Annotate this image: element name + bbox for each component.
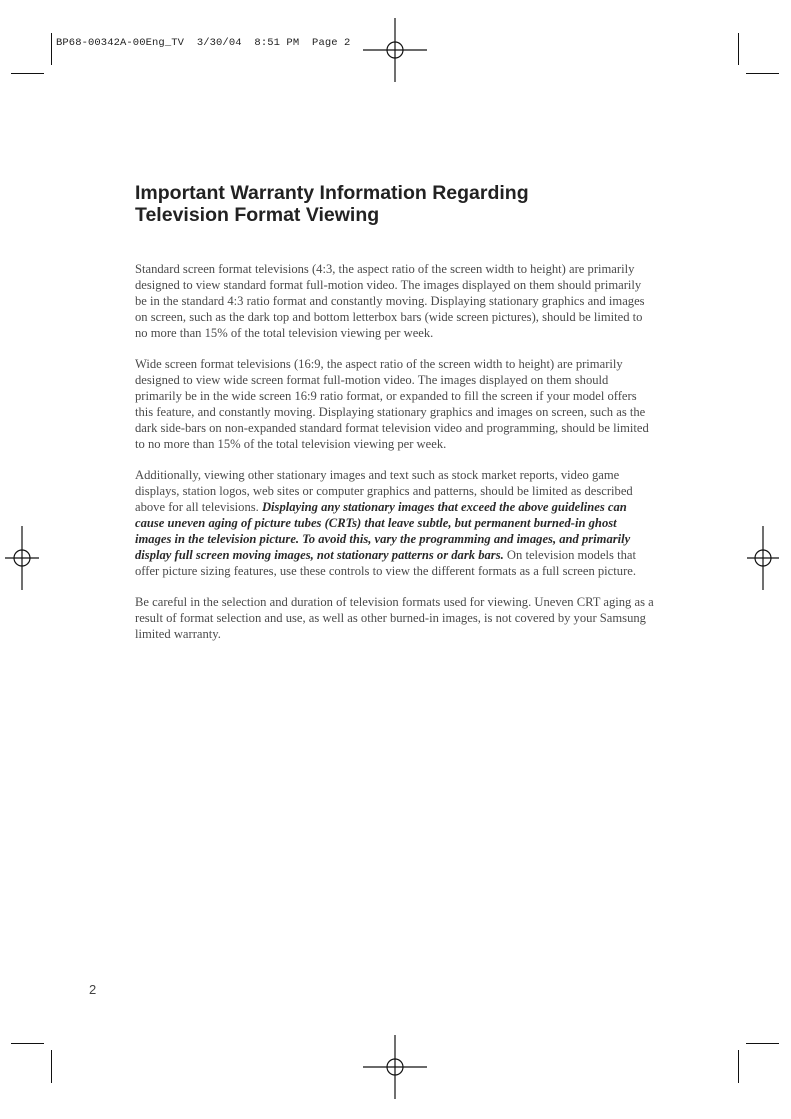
crop-mark-top-right-horizontal: [746, 73, 779, 74]
registration-mark-bottom-icon: [363, 1035, 427, 1099]
printer-slug: BP68-00342A-00Eng_TV 3/30/04 8:51 PM Page 2: [56, 37, 351, 49]
crop-mark-top-right-vertical: [738, 33, 739, 65]
crop-mark-top-left-vertical: [51, 33, 52, 65]
paragraph-trailing-text: On television models that offer picture sizing features, use these controls to view the different formats as a full screen picture.: [135, 548, 637, 578]
crop-mark-bottom-left-horizontal: [11, 1043, 44, 1044]
crop-mark-bottom-right-vertical: [738, 1050, 739, 1083]
page-number: 2: [89, 982, 97, 997]
registration-mark-top-icon: [363, 18, 427, 82]
paragraph-warranty-notice: Be careful in the selection and duration of television formats used for viewing. Uneven CRT aging as a result of format selection and use, as well as other burned-in images, is not covered by your Samsung limited warranty.: [135, 595, 654, 641]
registration-mark-right-icon: [731, 526, 791, 590]
page-title-line-1: Important Warranty Information Regarding: [135, 182, 529, 204]
crop-mark-bottom-left-vertical: [51, 1050, 52, 1083]
registration-mark-left-icon: [0, 526, 59, 590]
crop-mark-top-left-horizontal: [11, 73, 44, 74]
page-title-line-2: Television Format Viewing: [135, 204, 380, 226]
paragraph-wide-screen-format: Wide screen format televisions (16:9, the aspect ratio of the screen width to height) are primarily designed to view wide screen format full-motion video. The images displayed on them should primarily be in the wide screen 16:9 ratio format, or expanded to fill the screen if your model offers this feature, and constantly moving. Displaying stationary graphics and images on screen, such as the dark side-bars on non-expanded standard format television video and programming, should be limited to no more than 15% of the total television viewing per week.: [135, 357, 649, 451]
paragraph-stationary-images: [135, 467, 655, 579]
document-body: [135, 261, 655, 657]
crop-mark-bottom-right-horizontal: [746, 1043, 779, 1044]
warning-emphasis-text: Displaying any stationary images that exceed the above guidelines can cause uneven aging of picture tubes (CRTs) that leave subtle, but permanent burned-in ghost images in the television picture. To avoid this, vary the programming and images, and primarily display full screen moving images, not stationary patterns or dark bars.: [135, 500, 631, 562]
paragraph-lead-text: Additionally, viewing other stationary images and text such as stock market reports, video game displays, station logos, web sites or computer graphics and patterns, should be limited as described above for all televisions.: [135, 468, 633, 514]
paragraph-standard-format: Standard screen format televisions (4:3, the aspect ratio of the screen width to height) are primarily designed to view standard format full-motion video. The images displayed on them should primarily be in the standard 4:3 ratio format and constantly moving. Displaying stationary graphics and images on screen, such as the dark top and bottom letterbox bars (wide screen pictures), should be limited to no more than 15% of the total television viewing per week.: [135, 262, 645, 340]
page-title: [135, 182, 655, 226]
